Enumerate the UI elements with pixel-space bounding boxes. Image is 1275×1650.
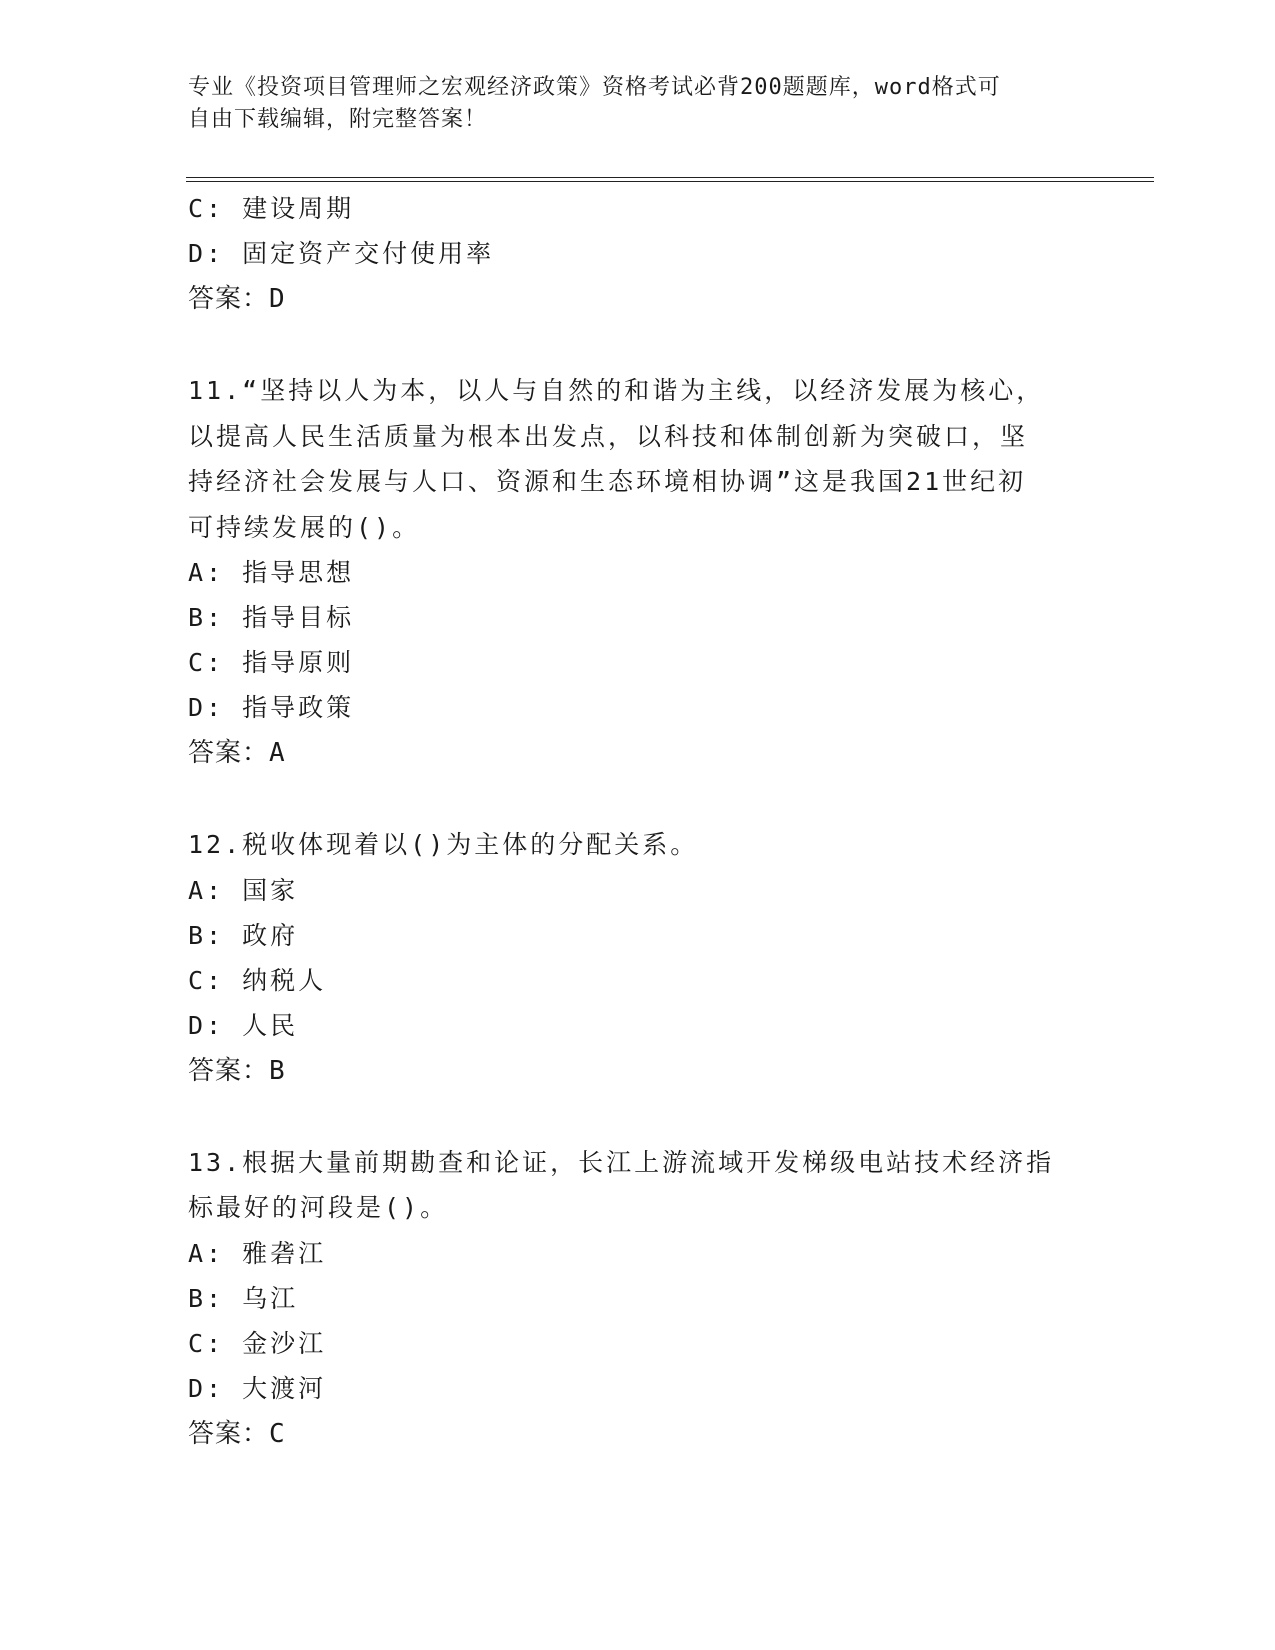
question-spacer — [188, 776, 1088, 822]
question-10 — [188, 186, 1088, 322]
option-c: C: 指导原则 — [188, 648, 355, 677]
answer-line: 答案：D — [188, 284, 286, 314]
option-b: B: 政府 — [188, 920, 299, 950]
option-a: A: 国家 — [188, 875, 299, 905]
header-divider-bottom — [186, 181, 1154, 182]
answer-line: 答案：C — [188, 1418, 286, 1449]
question-spacer — [188, 322, 1088, 368]
option-c: C: 纳税人 — [188, 965, 327, 995]
question-stem-line: 持经济社会发展与人口、资源和生态环境相协调”这是我国21世纪初 — [188, 467, 1027, 496]
header-title-line-1: 专业《投资项目管理师之宏观经济政策》资格考试必背200题题库，word格式可 — [188, 75, 1001, 100]
question-stem-line: 12.税收体现着以()为主体的分配关系。 — [188, 830, 699, 859]
question-13 — [188, 1140, 1088, 1457]
question-spacer — [188, 1094, 1088, 1140]
option-a: A: 雅砻江 — [188, 1238, 327, 1268]
header-divider-top — [186, 177, 1154, 178]
page-header — [188, 72, 1068, 136]
option-c: C: 建设周期 — [188, 194, 355, 223]
option-c: C: 金沙江 — [188, 1328, 327, 1358]
question-11 — [188, 368, 1088, 776]
header-title-line-2: 自由下载编辑，附完整答案！ — [188, 107, 488, 132]
option-d: D: 固定资产交付使用率 — [188, 239, 495, 268]
option-a: A: 指导思想 — [188, 558, 355, 587]
question-stem-line: 13.根据大量前期勘查和论证，长江上游流域开发梯级电站技术经济指 — [188, 1147, 1055, 1177]
question-list — [188, 186, 1088, 1457]
question-12 — [188, 822, 1088, 1094]
question-stem-line: 可持续发展的()。 — [188, 512, 421, 542]
question-stem-line: 以提高人民生活质量为根本出发点，以科技和体制创新为突破口，坚 — [188, 421, 1029, 451]
answer-line: 答案：B — [188, 1055, 286, 1086]
answer-line: 答案：A — [188, 738, 286, 768]
question-stem-line: 标最好的河段是()。 — [188, 1193, 449, 1222]
option-d: D: 人民 — [188, 1010, 299, 1040]
option-b: B: 乌江 — [188, 1283, 299, 1313]
option-d: D: 指导政策 — [188, 693, 355, 722]
question-stem-line: 11.“坚持以人为本，以人与自然的和谐为主线，以经济发展为核心， — [188, 376, 1045, 405]
option-d: D: 大渡河 — [188, 1373, 327, 1403]
option-b: B: 指导目标 — [188, 603, 355, 632]
